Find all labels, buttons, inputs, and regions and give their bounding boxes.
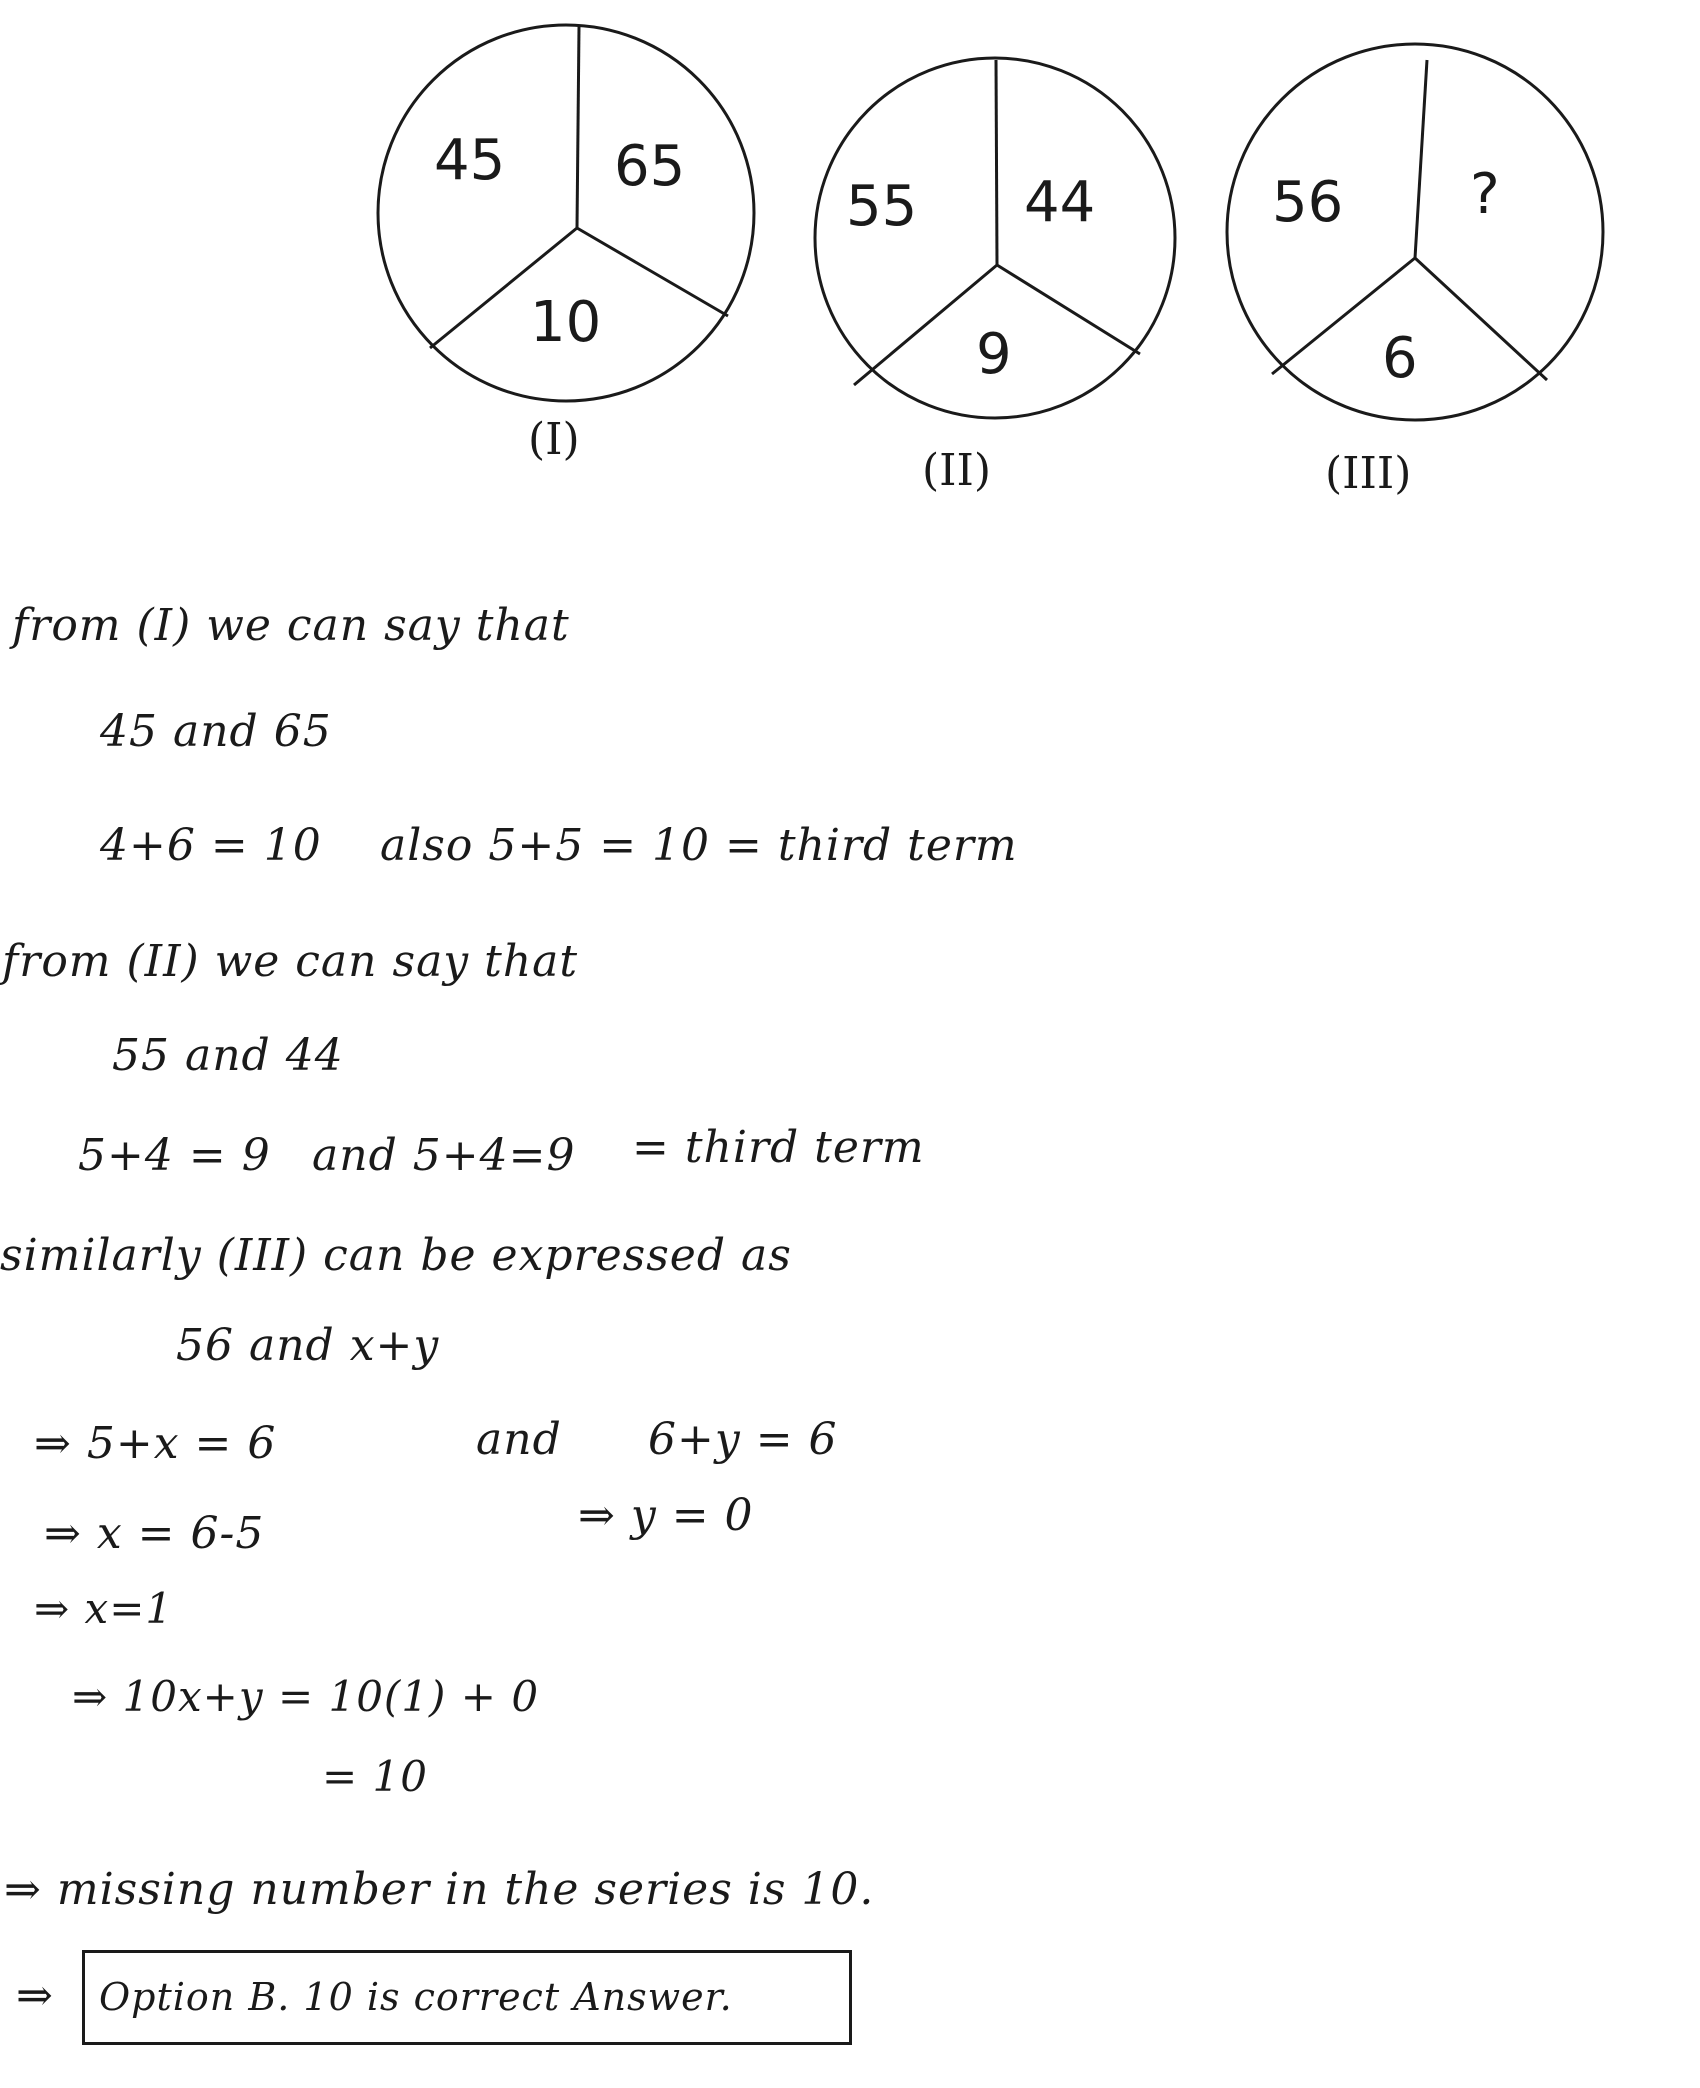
solution-line-3b: also 5+5 = 10 = third term [380,820,1018,871]
circle-3-label: (III) [1325,448,1412,499]
solution-line-6b: and 5+4=9 [312,1130,576,1181]
circle-3-top-value: 56 [1272,170,1344,235]
solution-line-11: ⇒ x=1 [34,1584,174,1633]
solution-line-9b: and [476,1414,562,1465]
answer-text: Option B. 10 is correct Answer. [99,1975,733,2019]
solution-line-6a: 5+4 = 9 [78,1130,271,1181]
solution-line-3a: 4+6 = 10 [100,820,322,871]
circle-3-right-value: ? [1470,162,1500,227]
solution-line-9a: ⇒ 5+x = 6 [34,1418,277,1469]
circle-1-label: (I) [528,414,580,465]
circle-1-right-value: 65 [614,134,686,199]
circle-2-top-value: 55 [846,174,918,239]
solution-line-9c: 6+y = 6 [648,1414,838,1465]
solution-line-14: ⇒ missing number in the series is 10. [4,1864,875,1915]
circle-1-bottom-value: 10 [530,290,602,355]
circle-2-bottom-value: 9 [976,322,1012,387]
solution-line-1: from (I) we can say that [12,600,570,651]
solution-line-13: = 10 [322,1752,428,1801]
solution-line-10a: ⇒ x = 6-5 [44,1508,265,1559]
answer-arrow: ⇒ [16,1970,54,2021]
solution-line-2: 45 and 65 [100,706,332,757]
circle-figures [0,0,1700,520]
solution-line-8: 56 and x+y [176,1320,440,1371]
solution-line-10b: ⇒ y = 0 [578,1490,754,1541]
solution-line-12: ⇒ 10x+y = 10(1) + 0 [72,1672,540,1721]
answer-box [82,1950,852,2045]
circle-3-bottom-value: 6 [1382,326,1418,391]
circle-2-right-value: 44 [1024,170,1096,235]
solution-line-5: 55 and 44 [112,1030,344,1081]
circle-2-label: (II) [922,445,992,496]
solution-line-7: similarly (III) can be expressed as [0,1230,792,1281]
solution-line-4: from (II) we can say that [2,936,579,987]
circle-1-top-value: 45 [434,128,506,193]
solution-line-6c: = third term [632,1122,925,1173]
